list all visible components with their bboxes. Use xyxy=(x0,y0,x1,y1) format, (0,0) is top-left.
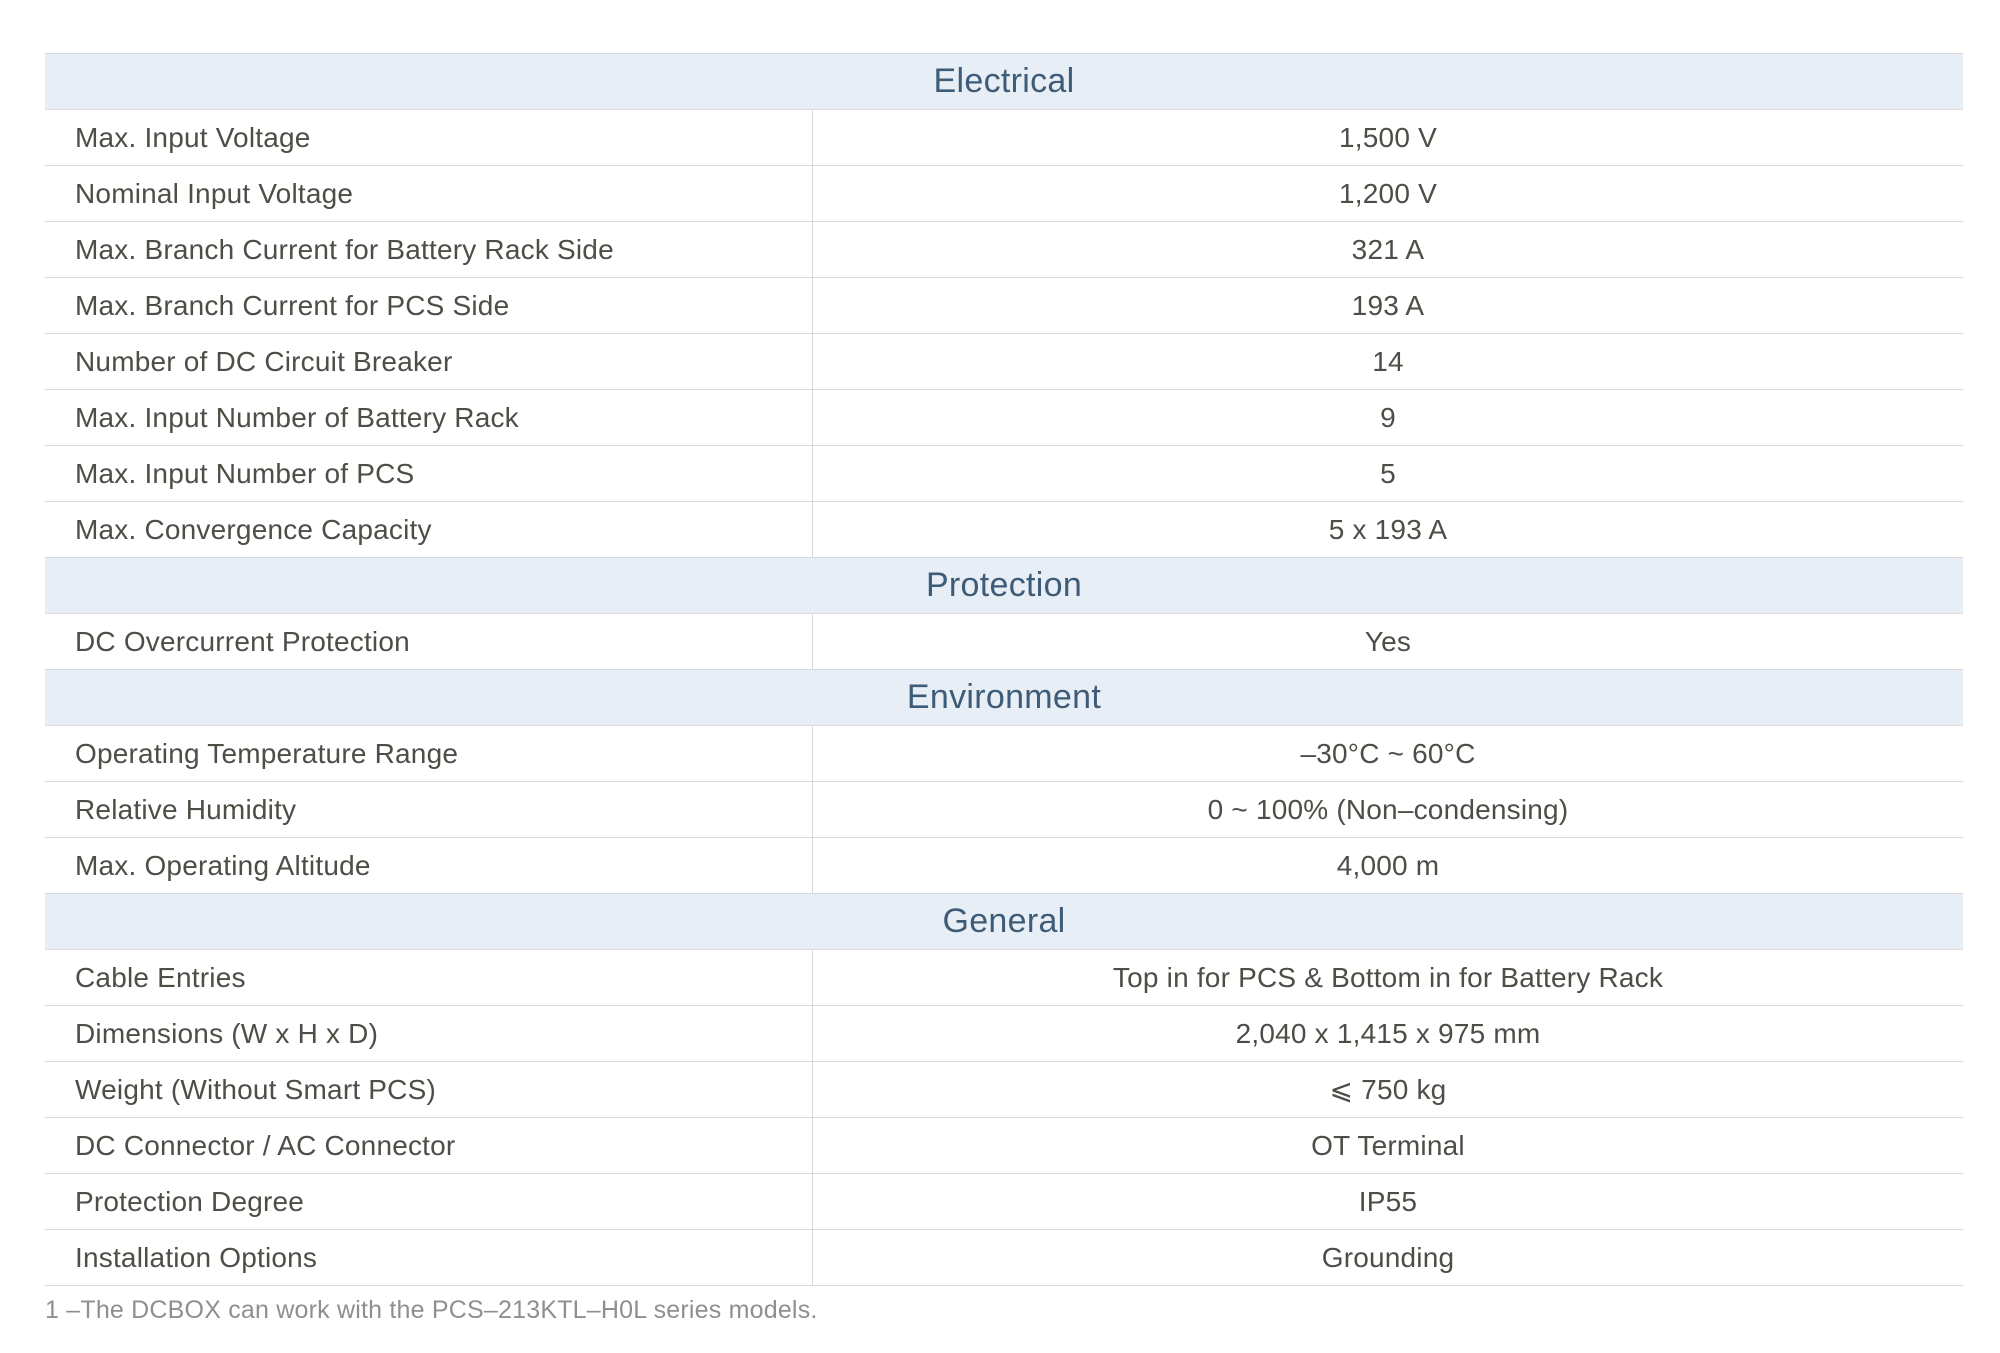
spec-value: OT Terminal xyxy=(1311,1129,1465,1161)
table-row xyxy=(45,502,1963,558)
footnote: 1 –The DCBOX can work with the PCS–213KTL–H0L series models. xyxy=(45,1296,818,1324)
spec-label: Relative Humidity xyxy=(45,782,813,837)
spec-value: 9 xyxy=(1380,401,1396,433)
spec-label: Max. Branch Current for PCS Side xyxy=(45,278,813,333)
spec-value: 0 ~ 100% (Non–condensing) xyxy=(1207,793,1569,825)
spec-value: 321 A xyxy=(1351,233,1425,265)
spec-value: 2,040 x 1,415 x 975 mm xyxy=(1235,1017,1541,1049)
table-row xyxy=(45,726,1963,782)
spec-value: Yes xyxy=(1364,625,1412,657)
spec-label: Cable Entries xyxy=(45,950,813,1005)
spec-value: 4,000 m xyxy=(1336,849,1440,881)
table-row xyxy=(45,1118,1963,1174)
table-row xyxy=(45,1062,1963,1118)
spec-label: Dimensions (W x H x D) xyxy=(45,1006,813,1061)
spec-value: 14 xyxy=(1372,345,1404,377)
section-header-environment: Environment xyxy=(45,670,1963,726)
spec-value: IP55 xyxy=(1358,1185,1418,1217)
spec-label: Operating Temperature Range xyxy=(45,726,813,781)
table-row xyxy=(45,334,1963,390)
section-header-protection: Protection xyxy=(45,558,1963,614)
spec-label: Max. Input Number of PCS xyxy=(45,446,813,501)
table-row xyxy=(45,1006,1963,1062)
spec-label: Max. Branch Current for Battery Rack Side xyxy=(45,222,813,277)
spec-label: DC Overcurrent Protection xyxy=(45,614,813,669)
table-row xyxy=(45,166,1963,222)
spec-value: 193 A xyxy=(1351,289,1425,321)
table-row xyxy=(45,110,1963,166)
spec-value: –30°C ~ 60°C xyxy=(1300,737,1476,769)
spec-value: Grounding xyxy=(1321,1241,1455,1273)
spec-value: 1,500 V xyxy=(1339,121,1437,153)
section-header-general: General xyxy=(45,894,1963,950)
spec-label: DC Connector / AC Connector xyxy=(45,1118,813,1173)
spec-label: Max. Input Voltage xyxy=(45,110,813,165)
spec-label: Max. Input Number of Battery Rack xyxy=(45,390,813,445)
spec-label: Protection Degree xyxy=(45,1174,813,1229)
spec-value: 5 x 193 A xyxy=(1328,513,1448,545)
spec-label: Max. Convergence Capacity xyxy=(45,502,813,557)
table-row xyxy=(45,1174,1963,1230)
table-row xyxy=(45,1230,1963,1286)
table-row xyxy=(45,446,1963,502)
table-row xyxy=(45,614,1963,670)
table-row xyxy=(45,950,1963,1006)
table-row xyxy=(45,278,1963,334)
table-row xyxy=(45,390,1963,446)
spec-label: Installation Options xyxy=(45,1230,813,1285)
spec-label: Weight (Without Smart PCS) xyxy=(45,1062,813,1117)
spec-label: Nominal Input Voltage xyxy=(45,166,813,221)
spec-value: Top in for PCS & Bottom in for Battery Rack xyxy=(1112,961,1664,993)
spec-table xyxy=(45,53,1963,1286)
spec-value: 1,200 V xyxy=(1339,177,1437,209)
spec-value: ⩽ 750 kg xyxy=(1329,1074,1447,1105)
section-header-electrical: Electrical xyxy=(45,54,1963,110)
table-row xyxy=(45,782,1963,838)
spec-label: Max. Operating Altitude xyxy=(45,838,813,893)
table-row xyxy=(45,838,1963,894)
table-row xyxy=(45,222,1963,278)
spec-label: Number of DC Circuit Breaker xyxy=(45,334,813,389)
spec-value: 5 xyxy=(1380,457,1396,489)
